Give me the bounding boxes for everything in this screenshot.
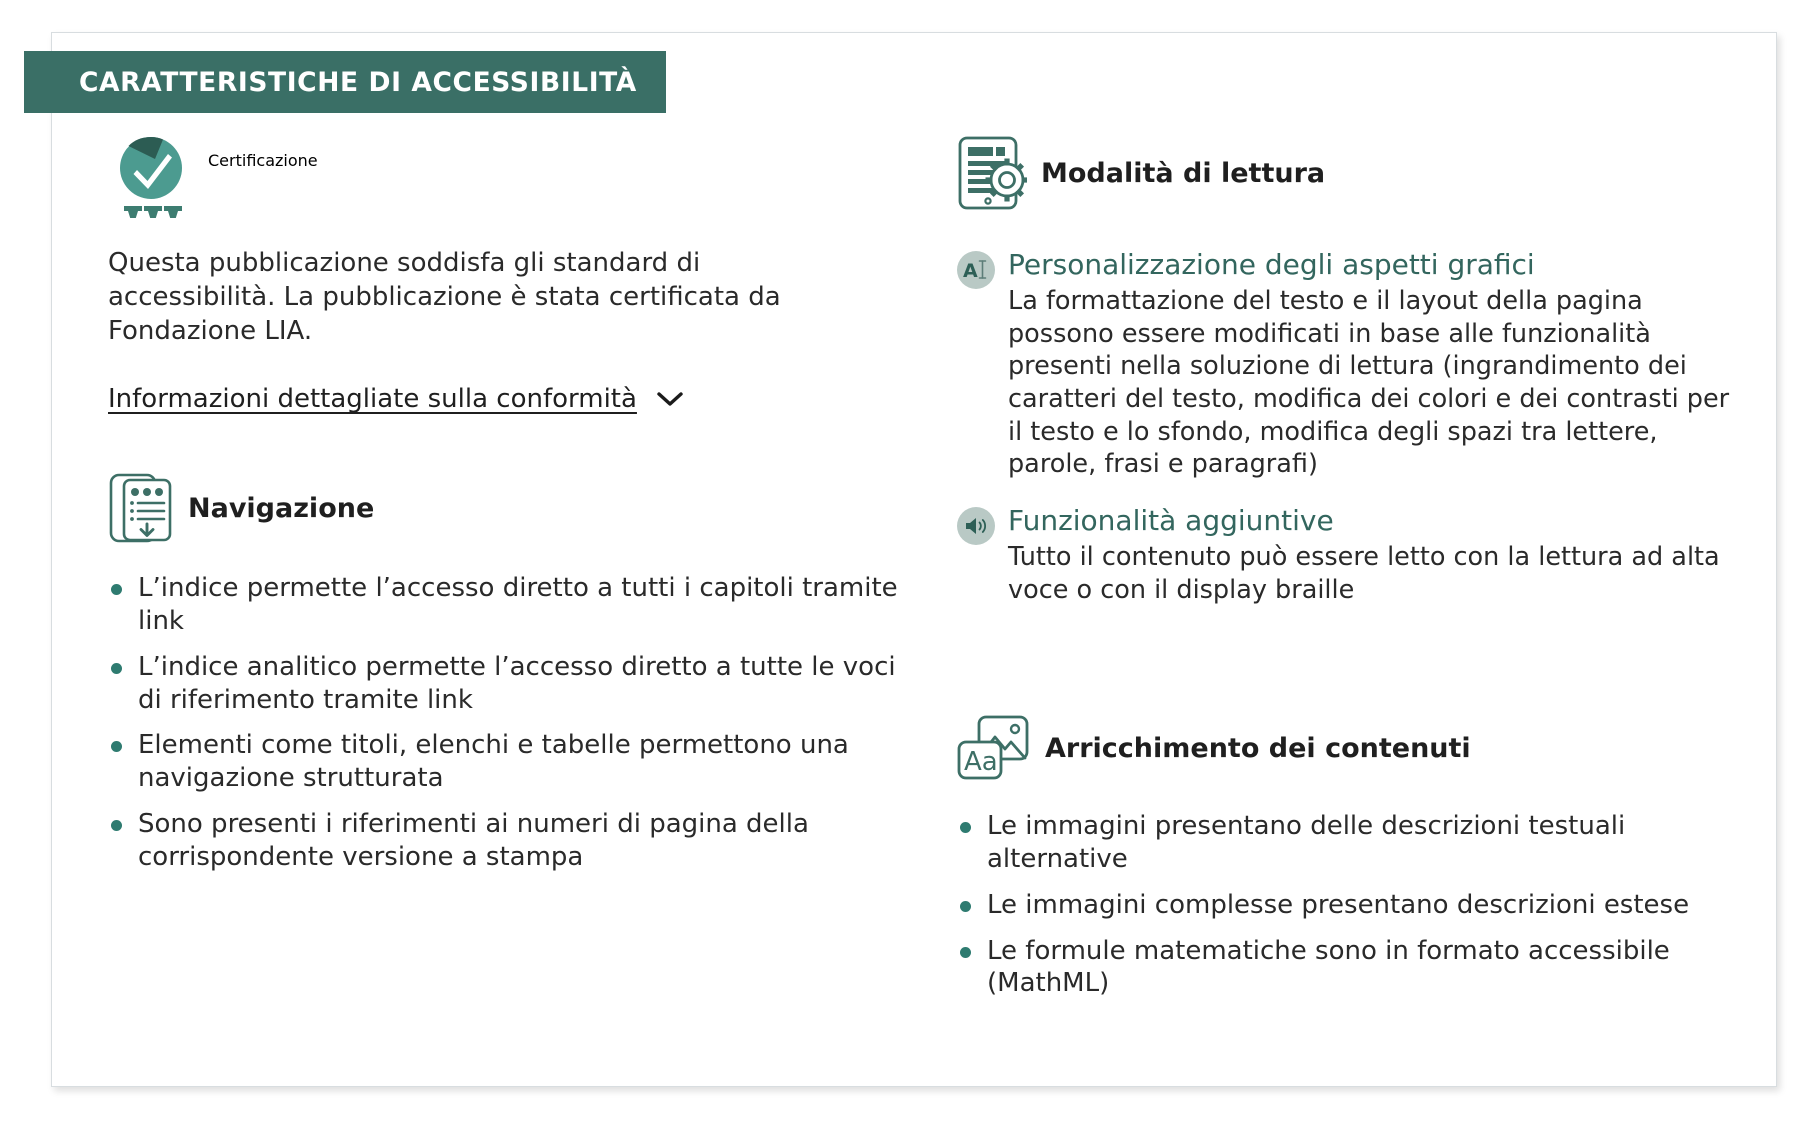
- feature-personalizzazione: [957, 249, 1738, 481]
- list-item: Sono presenti i riferimenti ai numeri di pagina della corrispondente versione a stampa: [108, 808, 908, 874]
- card-header-bar: [24, 51, 666, 113]
- tablet-gear-settings-icon: [957, 135, 1027, 211]
- left-column: [52, 129, 957, 1069]
- page-title: CARATTERISTICHE DI ACCESSIBILITÀ: [79, 66, 637, 98]
- navigation-bullet-list: [108, 572, 908, 873]
- list-item: L’indice permette l’accesso diretto a tutti i capitoli tramite link: [108, 572, 908, 638]
- feature-text: Tutto il contenuto può essere letto con la lettura ad alta voce o con il display braille: [1008, 542, 1720, 605]
- navigation-header: [108, 472, 957, 544]
- list-item: Le immagini presentano delle descrizioni testuali alternative: [957, 810, 1747, 876]
- content-enrichment-title: Arricchimento dei contenuti: [1045, 732, 1471, 764]
- list-item: Le immagini complesse presentano descrizioni estese: [957, 889, 1747, 922]
- feature-body: [1008, 249, 1738, 481]
- reading-modes-title: Modalità di lettura: [1041, 157, 1326, 189]
- reading-modes-header: [957, 135, 1738, 211]
- accessibility-card: [51, 32, 1777, 1087]
- svg-text:Aa: Aa: [964, 747, 998, 778]
- right-column: [957, 129, 1778, 1069]
- feature-title: Funzionalità aggiuntive: [1008, 503, 1334, 537]
- certification-header: [108, 129, 957, 221]
- content-enrichment-header: [957, 714, 1738, 782]
- feature-title: Personalizzazione degli aspetti grafici: [1008, 248, 1535, 281]
- image-aa-caption-icon: [957, 714, 1031, 782]
- tablet-list-download-icon: [108, 472, 174, 544]
- certification-paragraph: Questa pubblicazione soddisfa gli standard di accessibilità. La pubblicazione è stata certificata da Fondazione LIA.: [108, 248, 781, 346]
- feature-funzionalita-aggiuntive: [957, 505, 1738, 606]
- letter-a-text-cursor-icon: [957, 251, 995, 289]
- list-item: Le formule matematiche sono in formato accessibile (MathML): [957, 935, 1747, 1001]
- chevron-down-icon[interactable]: [655, 390, 685, 408]
- card-columns: [52, 129, 1778, 1069]
- conformity-details-link[interactable]: Informazioni dettagliate sulla conformità: [108, 384, 637, 415]
- lia-certification-shield-check-icon: [108, 129, 194, 221]
- speaker-sound-icon: [957, 507, 995, 545]
- feature-text: La formattazione del testo e il layout della pagina possono essere modificati in base alle funzionalità presenti nella soluzione di lettura (ingrandimento dei caratteri del testo, modifica dei colori e dei contrasti per il testo e lo sfondo, modifica degli spazi tra lettere, parole, frasi e paragrafi): [1008, 286, 1730, 480]
- certification-title: Certificazione: [208, 151, 318, 170]
- list-item: Elementi come titoli, elenchi e tabelle permettono una navigazione strutturata: [108, 729, 908, 795]
- list-item: L’indice analitico permette l’accesso diretto a tutte le voci di riferimento tramite link: [108, 651, 908, 717]
- conformity-details-row[interactable]: [108, 384, 957, 414]
- navigation-title: Navigazione: [188, 492, 375, 524]
- feature-body: [1008, 505, 1738, 606]
- content-enrichment-bullet-list: [957, 810, 1747, 1000]
- svg-text:A: A: [963, 260, 978, 282]
